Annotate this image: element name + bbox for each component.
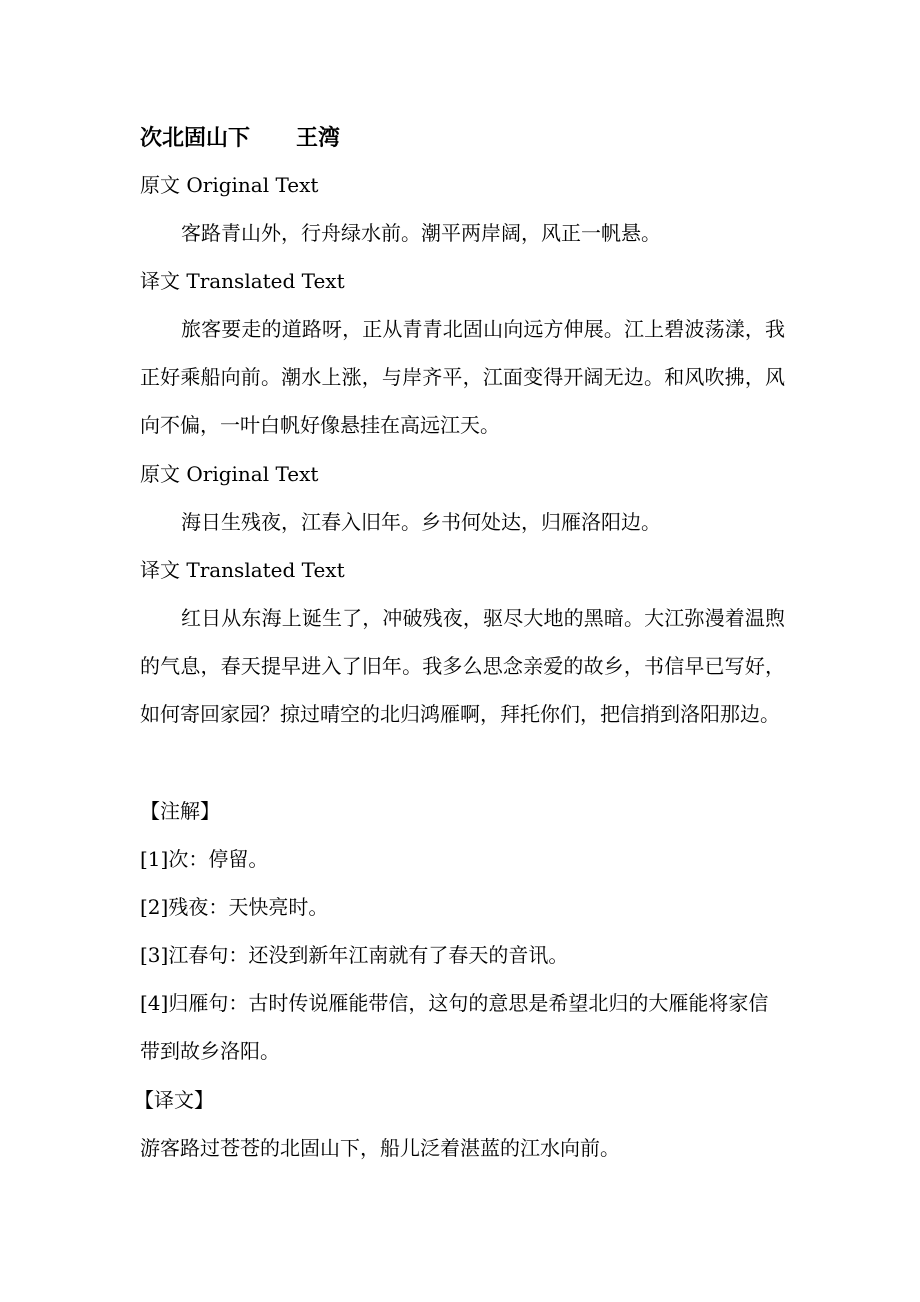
note-item: [3]江春句：还没到新年江南就有了春天的音讯。 bbox=[140, 943, 569, 967]
note-item: [2]残夜：天快亮时。 bbox=[140, 895, 329, 919]
original-label-1: 原文 Original Text bbox=[140, 173, 319, 197]
note-item: [1]次：停留。 bbox=[140, 847, 269, 871]
original-text-1: 客路青山外，行舟绿水前。潮平两岸阔，风正一帆悬。 bbox=[181, 221, 661, 245]
translated-text-2: 红日从东海上诞生了，冲破残夜，驱尽大地的黑暗。大江弥漫着温煦的气息，春天提早进入了旧年。我多么思念亲爱的故乡，书信早已写好，如何寄回家园？掠过晴空的北归鸿雁啊，拜托你们，把信捎到洛阳那边。 bbox=[140, 606, 785, 726]
translated-text-1: 旅客要走的道路呀，正从青青北固山向远方伸展。江上碧波荡漾，我正好乘船向前。潮水上涨，与岸齐平，江面变得开阔无边。和风吹拂，风向不偏，一叶白帆好像悬挂在高远江天。 bbox=[140, 317, 785, 437]
note-item: [4]归雁句：古时传说雁能带信，这句的意思是希望北归的大雁能将家信带到故乡洛阳。 bbox=[140, 991, 769, 1063]
poem-title-line bbox=[140, 121, 340, 152]
translated-label-1: 译文 Translated Text bbox=[140, 269, 345, 293]
notes-heading: 【注解】 bbox=[140, 799, 220, 823]
original-label-2: 原文 Original Text bbox=[140, 462, 319, 486]
original-text-2: 海日生残夜，江春入旧年。乡书何处达，归雁洛阳边。 bbox=[181, 510, 661, 534]
poem-title: 次北固山下 bbox=[140, 125, 251, 151]
yiwen-text: 游客路过苍苍的北固山下，船儿泛着湛蓝的江水向前。 bbox=[140, 1136, 620, 1160]
poem-author: 王湾 bbox=[296, 125, 341, 151]
translated-label-2: 译文 Translated Text bbox=[140, 558, 345, 582]
yiwen-heading: 【译文】 bbox=[134, 1088, 214, 1112]
